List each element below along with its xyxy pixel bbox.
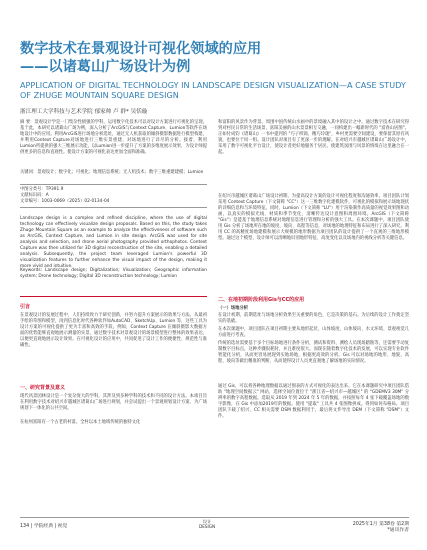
article-title [20,40,410,76]
classification: 中图分类号：TP391.9 [20,187,64,192]
section-2-text-2: 在本次课题中，项目团队在项目初期主要从地形起伏、山体坡度、山体坡向、水文环境、景观视觉几方面进行考查。 [218,327,409,338]
section-2-text: 在设计初期，前期选址与场地分析效果至关重要的角色，它是决策的基石。为后续的设计工作奠定坚实的基础。 [218,313,409,324]
footer-journal-name [199,519,215,529]
footer-issue [353,522,409,534]
abstract-en: Landscape design is a complex and refined discipline, where the use of digital technology can effectively visualize design proposals. Based on this, the study takes Zhuge Mountain Square as an example to analyze the effectiveness of software such as ArcGIS, Context Capture, and Lumion in site design. ArcGIS was used for site analysis and selection, and drone aerial photography provided orthophotos. Context Capture was then utilized for 3D digital reconstruction of the site, enabling a detailed analysis. Subsequently, the project team leveraged Lumion's powerful 3D visualization features to further enhance the visual impact of the design, making it more vivid and intuitive. [20,216,207,269]
doc-code: 文献标识码：A [20,193,49,198]
title-zh-line: 数字技术在景观设计可视化领域的应用 [20,41,262,57]
subtitle-zh-line: ——以诸葛山广场设计为例 [20,59,191,75]
meta-divider-bottom [20,207,207,208]
meta-divider-top [20,184,207,185]
footer-corresponding-author: *通讯作者 [387,528,409,533]
right-column-paragraph-2: 在绍兴市越城区诸葛山广场设计初期，为提高设计方案的设计可视化程度和沟通效率，项目团队计划采用 Context Capture（下文简称 "CC"）这一三维数字化建模软件，可视化的模拟和展示场地现状的详细信息和与环境特征。同时，Lumion（下文简称 "LU"）用于渲染制作高质量的视觉效果图和动画，以真实的模拟光线、材质和季节变化，清晰传达设计意图和周围环境。ArcGIS（下文简称 "Gis"）是能基于地理信息系统对地理信息进行管理和分析的强大工具。在本次课题中，项目团队使用 Gis 分析了场地所在地的坡度、坡向、高程等信息，对场地的地理特征和布局进行了深入研究。利用 CC 的高精度场地建模和展示大规模的地形数据为项目团队的设计提供了一个直观的三维地形模型。通过这个模型，设计师可以清晰地识别地形特征、高度变化以及场地内的视线分析等关键信息。 [218,194,409,241]
footer-journal-zh: 设计 [202,519,212,524]
section-rule [20,296,207,297]
footer-page-info: 134 | 学院经典 | 视觉 [20,524,68,529]
section-2-text-4: 通过 Gis，可以将各种地理数据以通过图表的方式可视化的表达出来。它在本课题研究中项目团队借助 "地理空间数据云" 网站，选择空间位置位于 "浙江省—绍兴市—越城区" 的 "GDEMV3 30M" 分辨率的数字高程数据。选取从 2019 年到 2024 年 5 年的数据，并按照每年 4 张下载覆盖场地的数字影像，在 Gis 中添加2019年的数据。使用 "提取" 工具共 4 张图像拼成。得到如何布格局。项目团队下载了绍兴、CC 相关需要 DSM 数据利用于，最后将文件导出 DEM（下文简称 "DSM"）文件。 [218,384,409,419]
section-1-text: 现代风景园林设计是一个复杂庞大的学科，其涉及到多种学科的技术和不同的设计方法。本项目旨在利用数字技术对绍兴市越城区诸葛山广场进行规划，并尝试提出一个景观规划设计方案、为广场规划下一体化的公共空间。 [20,394,207,411]
section-2-text-3: 传统的选址需要基于多个目标场地进行条件分析，测试和资料、测绘人员现场踏勘等，还需要手动复制数字目标点，这种步骤很耗时，并且难度很大。而现在随着数字化技术的发展，可以实现专业软件智能化分析，从而更容易展现到实地场地，根据更高效的分析。Gis 可以对场地的地形、地貌、高程、坡向等做出精准的判断，从而使得设计人员更直观地了解场地的实际情况。 [218,341,409,364]
intro-text: 在景观设计的发展过程中，人们持续致力于研究创新，并努力提升方案展示的效果与方法。从最初手绘的草图和模型，再到信息化时代各种软件如AutoCAD、SketchUp、Lumion 等，这些工具为设计方案的可视化提供了更为丰富和高效的手段。例如，Context Capture 在倾斜摄影大数据方面的优势能够直观地展示测量的实景，通过数字技术对景观设计的场景模型进行整体的效果表达，以便更直观地展示设计效果。在可视化设计的应用中，共同促进了设计工作的便捷性、规范性与准确性。 [20,313,207,348]
abstract-zh: 摘 要：景观设计学是一门集杂性极强的学科，运用数字化技术可以对设计方案进行可视化的呈现。基于此，本研究以诸葛山广场为例，深入分析了ArcGIS与Context Capture、Lumion等软件在场地设计中的应用。利用ArcGIS进行场地分析选址，通过无人机获取的倾斜摄影数据进行模型构建，并利用Context Capture对场地进行三维实景重建，对场地进行了详尽的分析。接着，利用Lumion所提供的强大三维展示功能，以Lumion进一步提升了方案的多维度展示效果，为设计师提供更多的信息和直观性。使设计方案的可视化表达更加全面和准确。 [20,120,207,155]
section-1-heading: 一、研究背景及意义 [20,385,66,391]
keywords-en: Keywords: Landscape design; Digitalization; Visualization; Geographic information system; Drone technology; Digital 3D reconstruction technology; Lumion [20,268,207,279]
authors: 浙江理工大学科技与艺术学院 郁家帅 卢 群* 吴恬璇 [20,109,148,115]
section-2-subheading: （一）场地分析 [218,306,249,311]
footer-journal-en: DESIGN [199,524,216,530]
intro-heading: 引言 [20,304,31,310]
article-number: 文章编号：1003-0069（2025）02-0134-04 [20,199,110,204]
right-column-paragraph-1: 和富阳的风景作为背景。周围中国传统山水画中的景境融入其中的设计之中。通过数字技术在研究得到对村民日常的生活场景、富阳美丽的山水景景相互交融，一同构建出一幅新时代的 "富春山居图"。正如付成钧《诸葛山》一书中提到的 "巧子织锦，精巧玲珑"，乡村更需要空间建设，要保留其原有风貌，也要位于同一组。设计团队对项目有了更深一步的理解。在对绍兴市越城区诸葛山广场设计中，采用了数字可视化平台设计，使设计者更好地服务于居民，使建筑氛围与风景的情境在这里融合在一起。 [218,120,409,155]
section-2-heading: 二、在地初期阶段利用Gis与CC的应用 [218,297,305,303]
footer-issue-date: 2025年1月 第38卷 第2期 [352,522,409,527]
section-1-text-2: 在杭州富阳有一个古老的村落，全村以本土地域传统的独特文化 [20,420,141,425]
article-title-english: APPLICATION OF DIGITAL TECHNOLOGY IN LANDSCAPE DESIGN VISUALIZATION—A CASE STUDY OF ZHUGE MOUNTAIN SQUARE DESIGN [20,80,406,101]
keywords-zh: 关键词：景观设计；数字化；可视化；地理信息系统；无人机技术；数字三维重建建模；Lumion [20,170,204,175]
footer-rule [20,517,409,518]
